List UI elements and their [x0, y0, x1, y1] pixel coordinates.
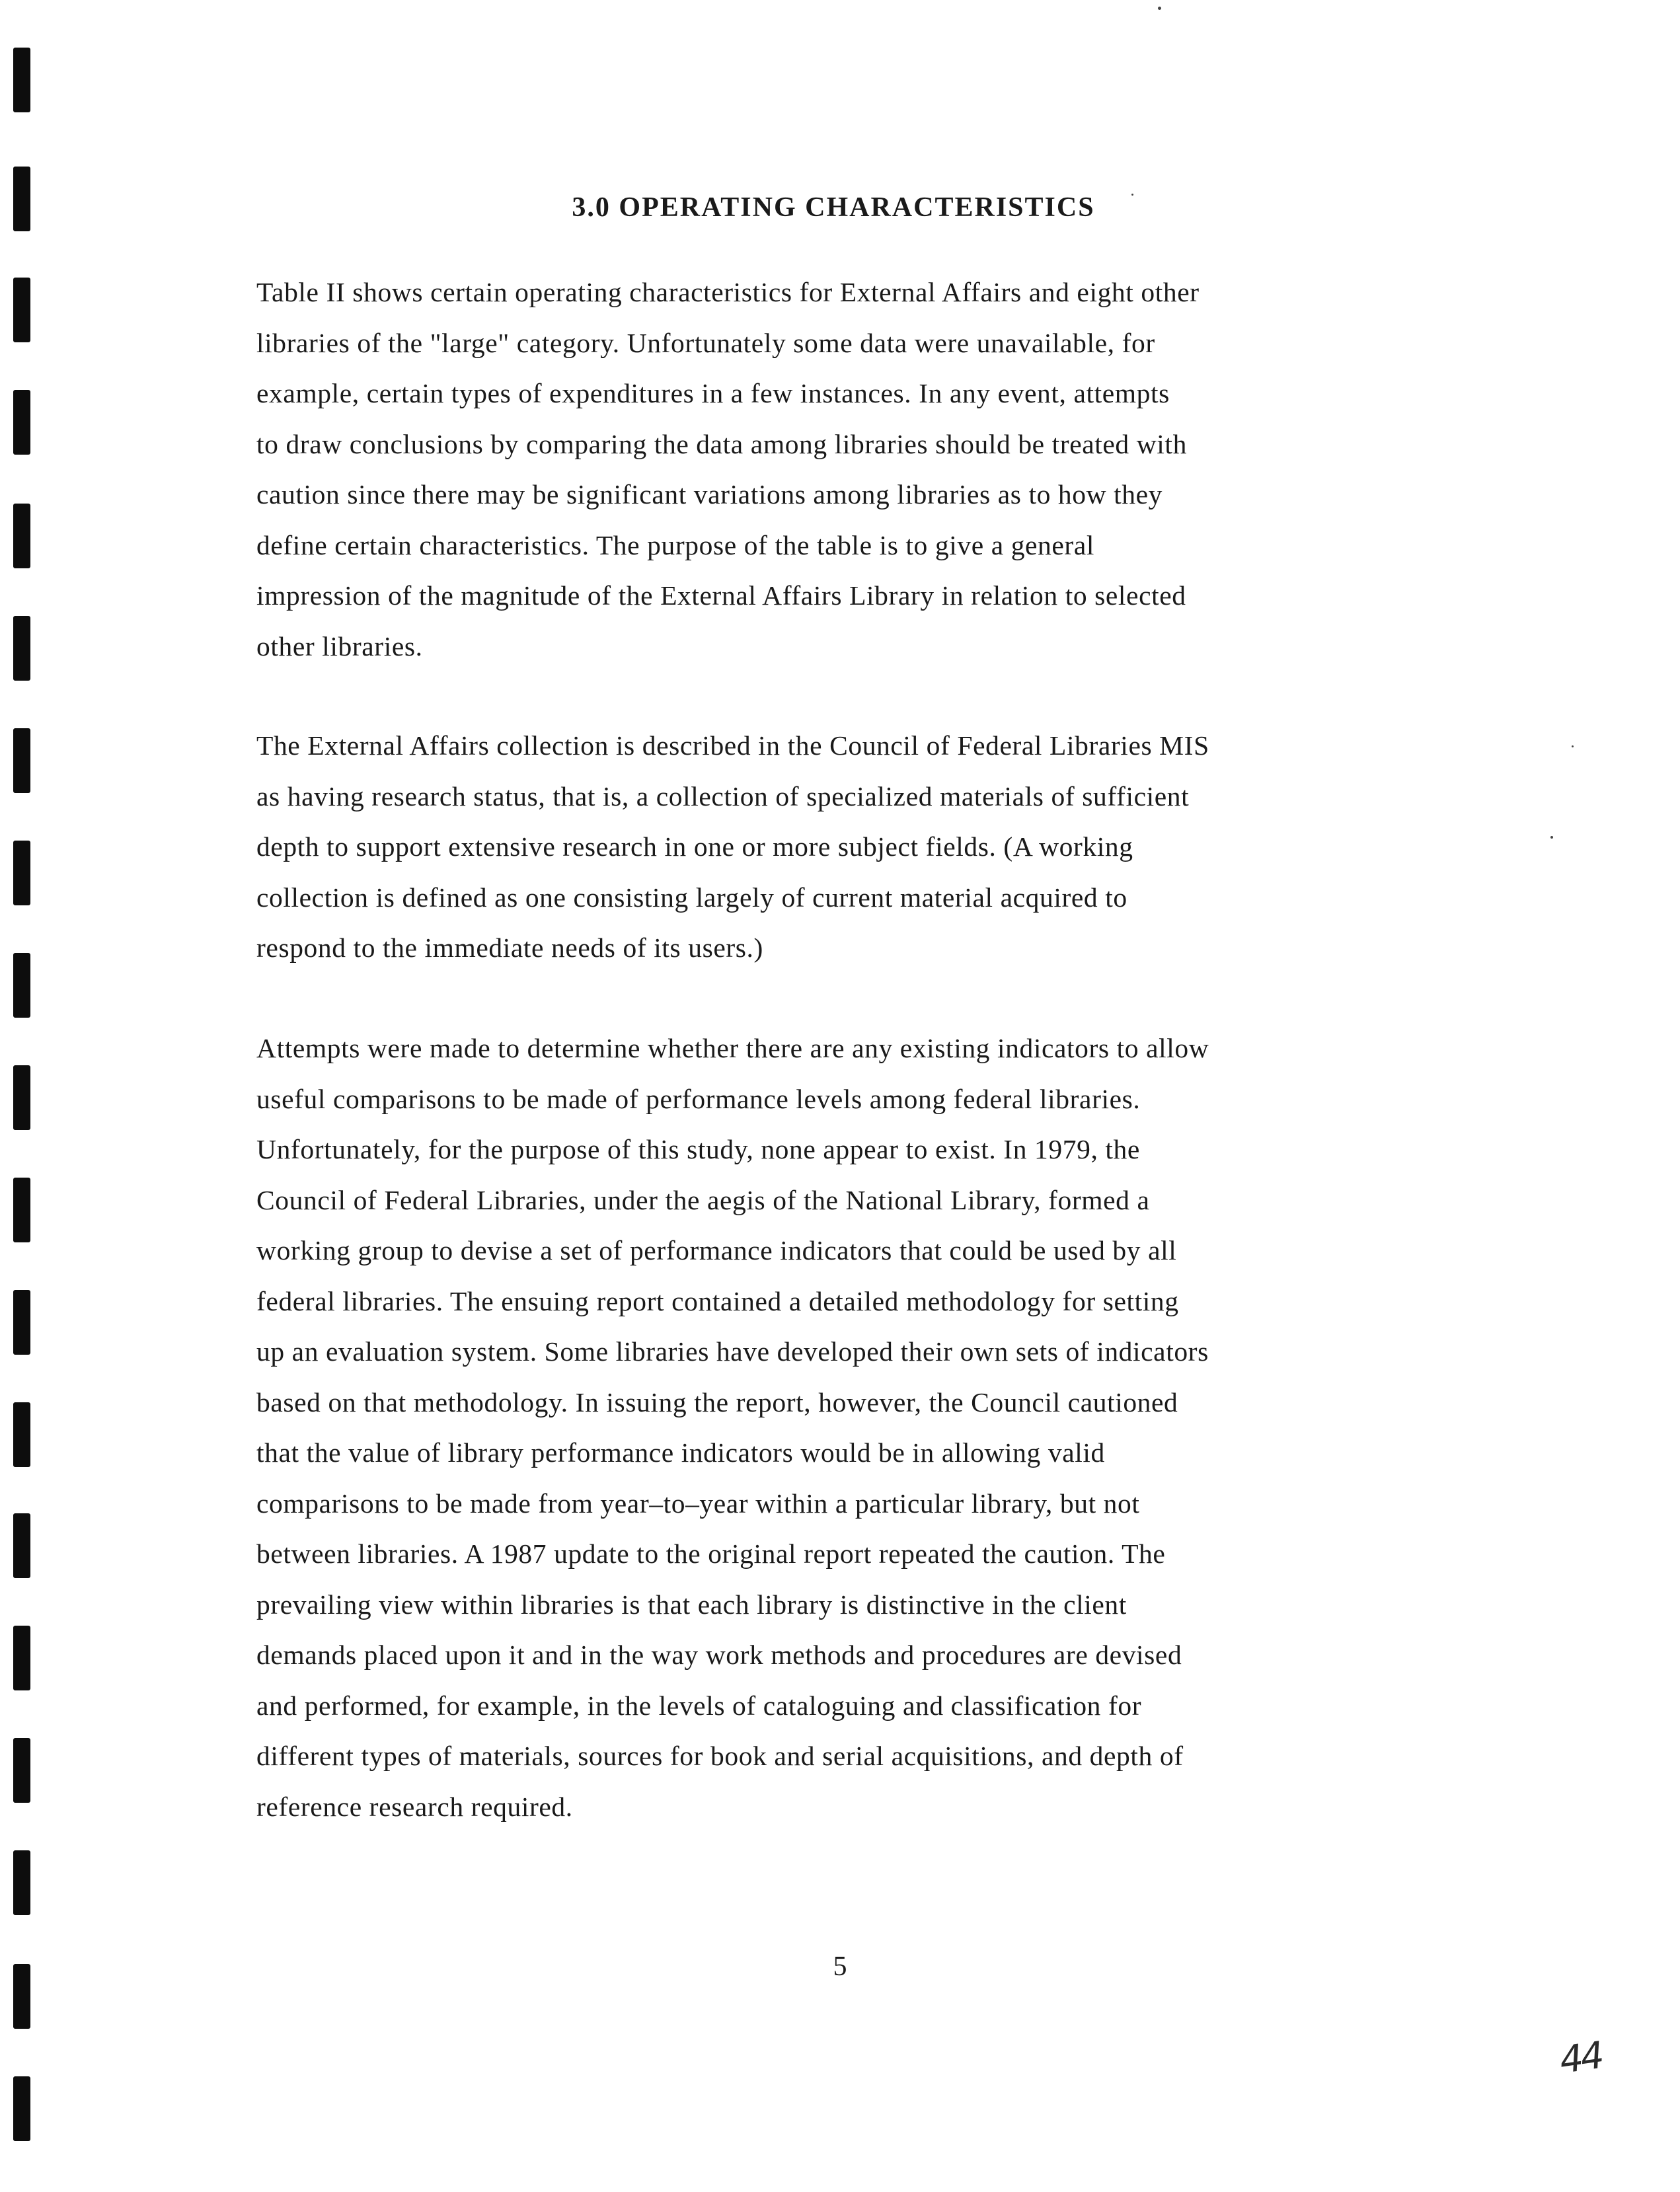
binding-mark	[13, 616, 30, 681]
binding-mark	[13, 1513, 30, 1578]
text-line: impression of the magnitude of the External Affairs Library in relation to selected	[256, 580, 1186, 611]
paragraph	[256, 720, 1400, 973]
text-line: demands placed upon it and in the way work methods and procedures are devised	[256, 1640, 1182, 1670]
text-line: prevailing view within libraries is that each library is distinctive in the client	[256, 1589, 1127, 1620]
scan-speck	[1158, 7, 1161, 10]
scan-speck	[1572, 745, 1574, 747]
binding-mark	[13, 278, 30, 342]
text-line: to draw conclusions by comparing the data among libraries should be treated with	[256, 428, 1187, 459]
binding-mark	[13, 1178, 30, 1242]
binding-mark	[13, 1626, 30, 1690]
text-line: reference research required.	[256, 1791, 573, 1822]
text-line: libraries of the "large" category. Unfortunately some data were unavailable, for	[256, 327, 1155, 358]
text-line: caution since there may be significant variations among libraries as to how they	[256, 479, 1163, 510]
binding-mark	[13, 2076, 30, 2141]
text-line: define certain characteristics. The purpose of the table is to give a general	[256, 529, 1094, 560]
text-line: as having research status, that is, a collection of specialized materials of sufficient	[256, 780, 1190, 812]
binding-mark	[13, 1065, 30, 1130]
text-line: up an evaluation system. Some libraries have developed their own sets of indicators	[256, 1336, 1209, 1367]
text-line: depth to support extensive research in one or more subject fields. (A working	[256, 831, 1133, 862]
text-line: between libraries. A 1987 update to the original report repeated the caution. The	[256, 1538, 1166, 1569]
text-line: that the value of library performance indicators would be in allowing valid	[256, 1437, 1105, 1468]
handwritten-page-mark: 44	[1556, 2033, 1605, 2083]
binding-mark	[13, 1290, 30, 1355]
text-line: federal libraries. The ensuing report contained a detailed methodology for setting	[256, 1285, 1179, 1316]
paragraph	[256, 267, 1400, 671]
text-line: other libraries.	[256, 630, 423, 661]
text-line: respond to the immediate needs of its users.)	[256, 932, 763, 963]
text-line: working group to devise a set of performance indicators that could be used by all	[256, 1235, 1177, 1266]
text-line: example, certain types of expenditures in a few instances. In any event, attempts	[256, 378, 1170, 408]
text-line: and performed, for example, in the levels of cataloguing and classification for	[256, 1690, 1142, 1721]
text-line: Council of Federal Libraries, under the aegis of the National Library, formed a	[256, 1184, 1150, 1215]
binding-mark	[13, 504, 30, 568]
binding-mark	[13, 1738, 30, 1803]
text-line: comparisons to be made from year–to–year within a particular library, but not	[256, 1488, 1140, 1519]
binding-mark	[13, 841, 30, 905]
text-line: Attempts were made to determine whether there are any existing indicators to allow	[256, 1033, 1209, 1063]
scan-speck	[1550, 836, 1553, 839]
section-heading: 3.0 OPERATING CHARACTERISTICS	[572, 192, 1095, 223]
binding-mark	[13, 1402, 30, 1467]
paragraph	[256, 1023, 1400, 1832]
binding-mark	[13, 48, 30, 112]
text-line: based on that methodology. In issuing the report, however, the Council cautioned	[256, 1386, 1178, 1417]
binding-mark	[13, 390, 30, 455]
binding-mark	[13, 953, 30, 1018]
text-line: The External Affairs collection is described in the Council of Federal Libraries MIS	[256, 730, 1209, 761]
page-number: 5	[833, 1951, 847, 1982]
binding-mark	[13, 728, 30, 793]
text-line: Unfortunately, for the purpose of this study, none appear to exist. In 1979, the	[256, 1134, 1140, 1164]
text-line: different types of materials, sources for book and serial acquisitions, and depth of	[256, 1741, 1184, 1771]
binding-mark	[13, 1850, 30, 1915]
text-line: Table II shows certain operating characteristics for External Affairs and eight other	[256, 277, 1200, 307]
text-line: collection is defined as one consisting largely of current material acquired to	[256, 882, 1127, 913]
text-line: useful comparisons to be made of performance levels among federal libraries.	[256, 1083, 1141, 1114]
